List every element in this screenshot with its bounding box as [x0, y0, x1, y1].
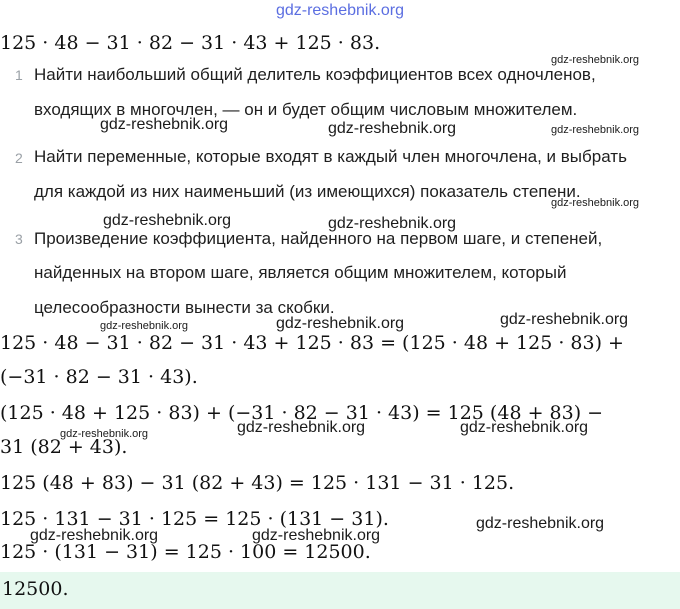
solution-line-5: 125 (48 + 83) − 31 (82 + 43) = 125 · 131 − 31 · 125.	[0, 472, 515, 494]
watermark: gdz-reshebnik.org	[500, 311, 629, 328]
task-expression: 125 · 48 − 31 · 82 − 31 · 43 + 125 · 83.	[0, 32, 381, 54]
step-2-line-1: Найти переменные, которые входят в каждый член многочлена, и выбрать	[34, 147, 627, 166]
solution-line-7: 125 · (131 − 31) = 125 · 100 = 12500.	[0, 541, 371, 563]
solution-line-3: (125 · 48 + 125 · 83) + (−31 · 82 − 31 · 43) = 125 (48 + 83) −	[0, 402, 604, 424]
step-3-line-1: Произведение коэффициента, найденного на первом шаге, и степеней,	[34, 229, 603, 248]
watermark: gdz-reshebnik.org	[237, 419, 366, 436]
watermark: gdz-reshebnik.org	[551, 124, 640, 136]
watermark: gdz-reshebnik.org	[100, 320, 189, 332]
solution-line-1: 125 · 48 − 31 · 82 − 31 · 43 + 125 · 83 = (125 · 48 + 125 · 83) +	[0, 332, 624, 354]
answer-value: 12500.	[2, 578, 69, 600]
watermark: gdz-reshebnik.org	[551, 54, 640, 66]
solution-line-2: (−31 · 82 − 31 · 43).	[0, 366, 198, 388]
step-3-line-3: целесообразности вынести за скобки.	[34, 298, 335, 317]
watermark: gdz-reshebnik.org	[252, 527, 381, 544]
header-watermark: gdz-reshebnik.org	[275, 2, 405, 19]
solution-line-6: 125 · 131 − 31 · 125 = 125 · (131 − 31).	[0, 508, 389, 530]
watermark: gdz-reshebnik.org	[328, 120, 457, 137]
answer-box	[0, 572, 680, 609]
watermark: gdz-reshebnik.org	[276, 315, 405, 332]
step-3-line-2: найденных на втором шаге, является общим множителем, который	[34, 263, 567, 282]
step-number-2: 2	[15, 150, 23, 166]
watermark: gdz-reshebnik.org	[100, 116, 229, 133]
solution-line-4: 31 (82 + 43).	[0, 436, 128, 458]
step-number-3: 3	[15, 231, 23, 247]
watermark: gdz-reshebnik.org	[476, 515, 605, 532]
step-1-line-1: Найти наибольший общий делитель коэффициентов всех одночленов,	[34, 65, 596, 84]
step-2-line-2: для каждой из них наименьший (из имеющихся) показатель степени.	[34, 182, 581, 201]
watermark: gdz-reshebnik.org	[60, 428, 149, 440]
watermark: gdz-reshebnik.org	[551, 197, 640, 209]
watermark: gdz-reshebnik.org	[328, 215, 457, 232]
watermark: gdz-reshebnik.org	[103, 212, 232, 229]
watermark: gdz-reshebnik.org	[30, 527, 159, 544]
step-number-1: 1	[15, 67, 23, 83]
watermark: gdz-reshebnik.org	[460, 419, 589, 436]
step-1-line-2: входящих в многочлен, — он и будет общим числовым множителем.	[34, 100, 578, 119]
